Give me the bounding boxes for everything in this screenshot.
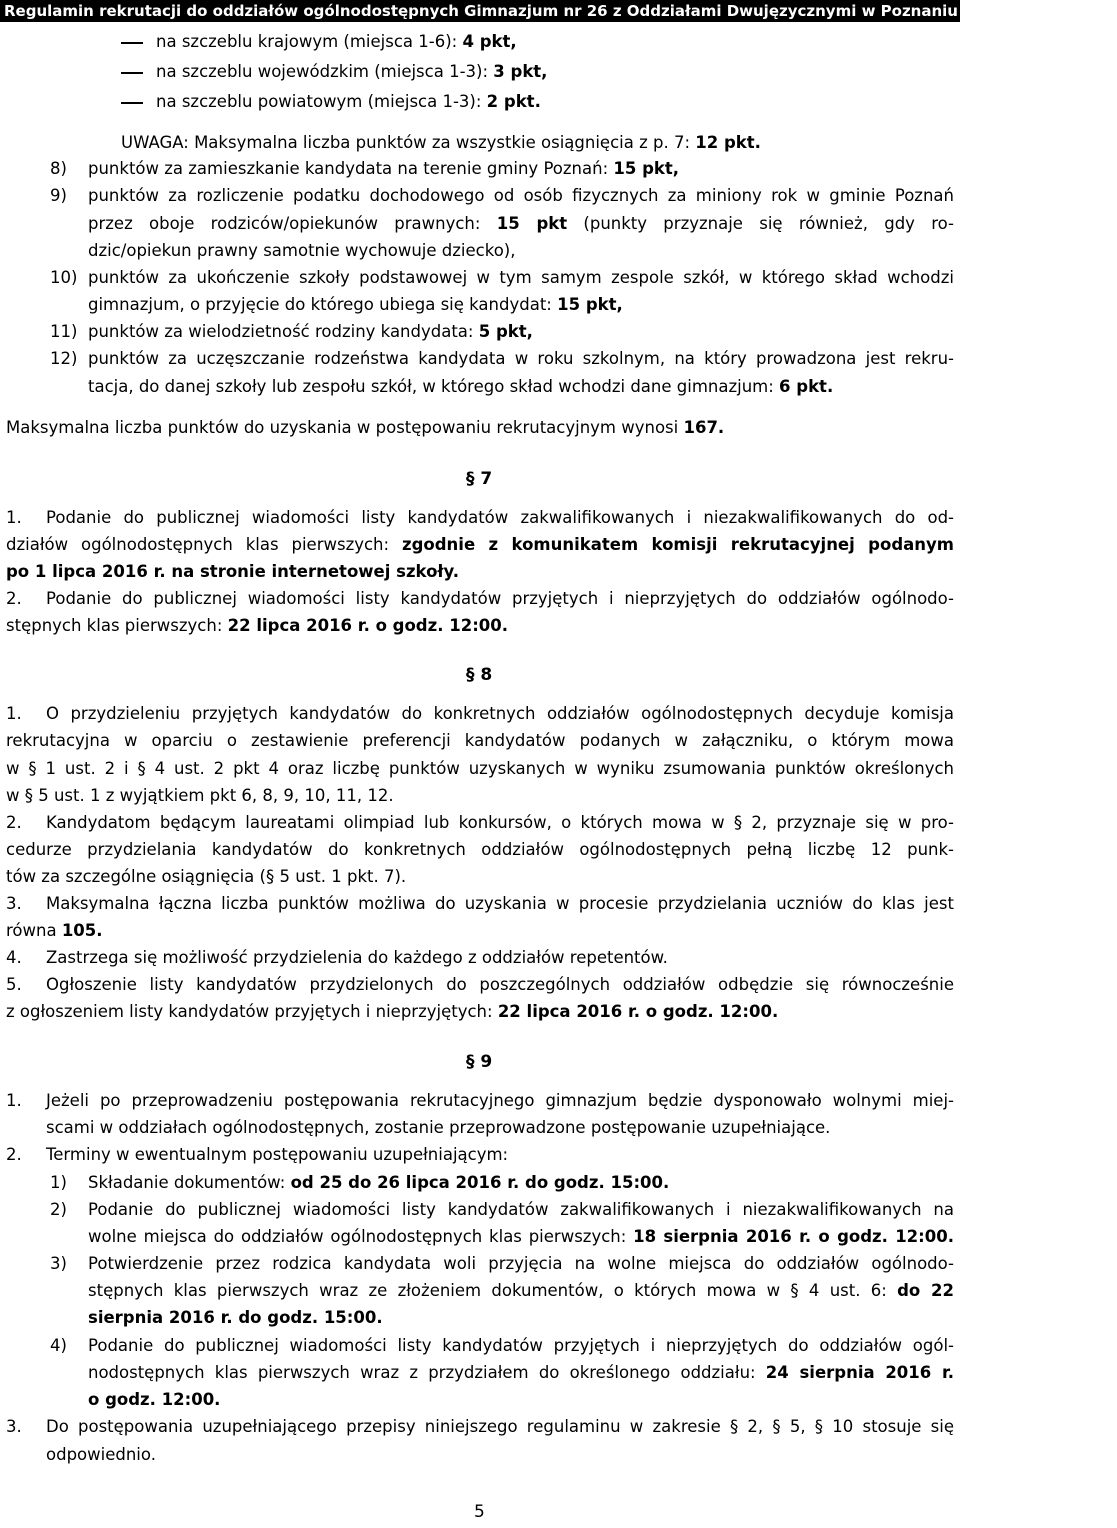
s9-sub-3-line: stępnych klas pierwszych wraz ze złożeniem dokumentów, o których mowa w § 4 ust. 6: do 22	[88, 1281, 954, 1300]
s7-p2-line: Podanie do publicznej wiadomości listy kandydatów przyjętych i nieprzyjętych do oddziałów ogólnodo-	[46, 589, 954, 608]
item-10-line: punktów za ukończenie szkoły podstawowej w tym samym zespole szkół, w którego skład wchodzi	[88, 268, 954, 287]
item-10-line: gimnazjum, o przyjęcie do którego ubiega się kandydat: 15 pkt,	[88, 295, 623, 314]
sub-item-number: 4)	[50, 1336, 67, 1355]
s9-sub-4-line: nodostępnych klas pierwszych wraz z przydziałem do określonego oddziału: 24 sierpnia 2016 r.	[88, 1363, 955, 1382]
s9-p2-line: Terminy w ewentualnym postępowaniu uzupełniającym:	[46, 1145, 509, 1164]
s9-p1-line: Jeżeli po przeprowadzeniu postępowania rekrutacyjnego gimnazjum będzie dysponowało wolnymi miej-	[46, 1091, 954, 1110]
s9-sub-3-line: sierpnia 2016 r. do godz. 15:00.	[88, 1308, 383, 1327]
s8-p1-line: w § 1 ust. 2 i § 4 ust. 2 pkt 4 oraz liczbę punktów uzyskanych w wyniku zsumowania punktów określonych	[6, 759, 954, 778]
item-9-line: dzic/opiekun prawny samotnie wychowuje dziecko),	[88, 241, 516, 260]
item-11: punktów za wielodzietność rodziny kandydata: 5 pkt,	[88, 322, 533, 341]
dash-bullet	[121, 42, 143, 44]
item-8: punktów za zamieszkanie kandydata na terenie gminy Poznań: 15 pkt,	[88, 159, 680, 178]
paragraph-number: 2.	[6, 813, 22, 832]
s7-p1-line: Podanie do publicznej wiadomości listy kandydatów zakwalifikowanych i niezakwalifikowanych do od-	[46, 508, 954, 527]
s7-p2-line: stępnych klas pierwszych: 22 lipca 2016 r. o godz. 12:00.	[6, 616, 509, 635]
s8-p2-line: Kandydatom będącym laureatami olimpiad lub konkursów, o których mowa w § 2, przyznaje się w pro-	[46, 813, 954, 832]
item-9-line: przez oboje rodziców/opiekunów prawnych: 15 pkt (punkty przyznaje się również, gdy ro-	[88, 214, 954, 233]
s8-p5-line: Ogłoszenie listy kandydatów przydzielonych do poszczególnych oddziałów odbędzie się równocześnie	[46, 975, 954, 994]
dash-bullet	[121, 72, 143, 74]
paragraph-number: 5.	[6, 975, 22, 994]
s8-p2-line: cedurze przydzielania kandydatów do konkretnych oddziałów ogólnodostępnych pełną liczbę 12 punk-	[6, 840, 954, 859]
item-12-line: tacja, do danej szkoły lub zespołu szkół, w którego skład wchodzi dane gimnazjum: 6 pkt.	[88, 377, 834, 396]
s8-p1-line: w § 5 ust. 1 z wyjątkiem pkt 6, 8, 9, 10, 11, 12.	[6, 786, 394, 805]
item-number: 8)	[50, 159, 67, 178]
list-item: na szczeblu powiatowym (miejsca 1-3): 2 pkt.	[156, 92, 541, 111]
s9-p3-line: odpowiednio.	[46, 1445, 156, 1464]
page-number: 5	[474, 1502, 485, 1522]
list-item: na szczeblu wojewódzkim (miejsca 1-3): 3 pkt,	[156, 62, 548, 81]
document-header: Regulamin rekrutacji do oddziałów ogólnodostępnych Gimnazjum nr 26 z Oddziałami Dwujęzycznymi w Poznaniu na rok 2016/2017.	[0, 0, 960, 22]
sub-item-number: 2)	[50, 1200, 67, 1219]
paragraph-number: 4.	[6, 948, 22, 967]
paragraph-number: 2.	[6, 589, 22, 608]
s8-p1-line: O przydzieleniu przyjętych kandydatów do konkretnych oddziałów ogólnodostępnych decyduje komisja	[46, 704, 954, 723]
uwaga-note: UWAGA: Maksymalna liczba punktów za wszystkie osiągnięcia z p. 7: 12 pkt.	[121, 133, 761, 152]
item-12-line: punktów za uczęszczanie rodzeństwa kandydata w roku szkolnym, na który prowadzona jest rekru-	[88, 349, 954, 368]
s9-sub-1: Składanie dokumentów: od 25 do 26 lipca 2016 r. do godz. 15:00.	[88, 1173, 670, 1192]
s9-sub-4-line: Podanie do publicznej wiadomości listy kandydatów przyjętych i nieprzyjętych do oddziałów ogól-	[88, 1336, 954, 1355]
item-9-line: punktów za rozliczenie podatku dochodowego od osób fizycznych za miniony rok w gminie Poznań	[88, 186, 954, 205]
item-number: 12)	[50, 349, 78, 368]
item-number: 11)	[50, 322, 78, 341]
sub-item-number: 3)	[50, 1254, 67, 1273]
list-item: na szczeblu krajowym (miejsca 1-6): 4 pkt,	[156, 32, 517, 51]
sub-item-number: 1)	[50, 1173, 67, 1192]
item-number: 10)	[50, 268, 78, 287]
paragraph-number: 3.	[6, 1417, 22, 1436]
s7-p1-line: po 1 lipca 2016 r. na stronie internetowej szkoły.	[6, 562, 460, 581]
paragraph-number: 1.	[6, 1091, 22, 1110]
s7-p1-line: działów ogólnodostępnych klas pierwszych: zgodnie z komunikatem komisji rekrutacyjnej podanym	[6, 535, 954, 554]
section-heading-7: § 7	[466, 469, 493, 489]
s9-sub-3-line: Potwierdzenie przez rodzica kandydata woli przyjęcia na wolne miejsca do oddziałów ogólnodo-	[88, 1254, 954, 1273]
paragraph-number: 1.	[6, 704, 22, 723]
s9-sub-2-line: wolne miejsca do oddziałów ogólnodostępnych klas pierwszych: 18 sierpnia 2016 r. o godz. 12:00.	[88, 1227, 954, 1246]
s8-p1-line: rekrutacyjna w oparciu o zestawienie preferencji kandydatów podanych w załączniku, o którym mowa	[6, 731, 954, 750]
s8-p4-line: Zastrzega się możliwość przydzielenia do każdego z oddziałów repetentów.	[46, 948, 668, 967]
s8-p3-line: Maksymalna łączna liczba punktów możliwa do uzyskania w procesie przydzielania uczniów do klas jest	[46, 894, 954, 913]
max-points-line: Maksymalna liczba punktów do uzyskania w postępowaniu rekrutacyjnym wynosi 167.	[6, 418, 725, 437]
paragraph-number: 3.	[6, 894, 22, 913]
paragraph-number: 2.	[6, 1145, 22, 1164]
item-number: 9)	[50, 186, 67, 205]
s8-p5-line: z ogłoszeniem listy kandydatów przyjętych i nieprzyjętych: 22 lipca 2016 r. o godz. 12:00.	[6, 1002, 779, 1021]
s9-sub-4-line: o godz. 12:00.	[88, 1390, 221, 1409]
s9-p1-line: scami w oddziałach ogólnodostępnych, zostanie przeprowadzone postępowanie uzupełniające.	[46, 1118, 831, 1137]
paragraph-number: 1.	[6, 508, 22, 527]
section-heading-8: § 8	[466, 665, 493, 685]
s9-sub-2-line: Podanie do publicznej wiadomości listy kandydatów zakwalifikowanych i niezakwalifikowanych na	[88, 1200, 954, 1219]
s9-p3-line: Do postępowania uzupełniającego przepisy niniejszego regulaminu w zakresie § 2, § 5, § 10 stosuje się	[46, 1417, 954, 1436]
s8-p2-line: tów za szczególne osiągnięcia (§ 5 ust. 1 pkt. 7).	[6, 867, 407, 886]
section-heading-9: § 9	[466, 1052, 493, 1072]
s8-p3-line: równa 105.	[6, 921, 103, 940]
dash-bullet	[121, 102, 143, 104]
